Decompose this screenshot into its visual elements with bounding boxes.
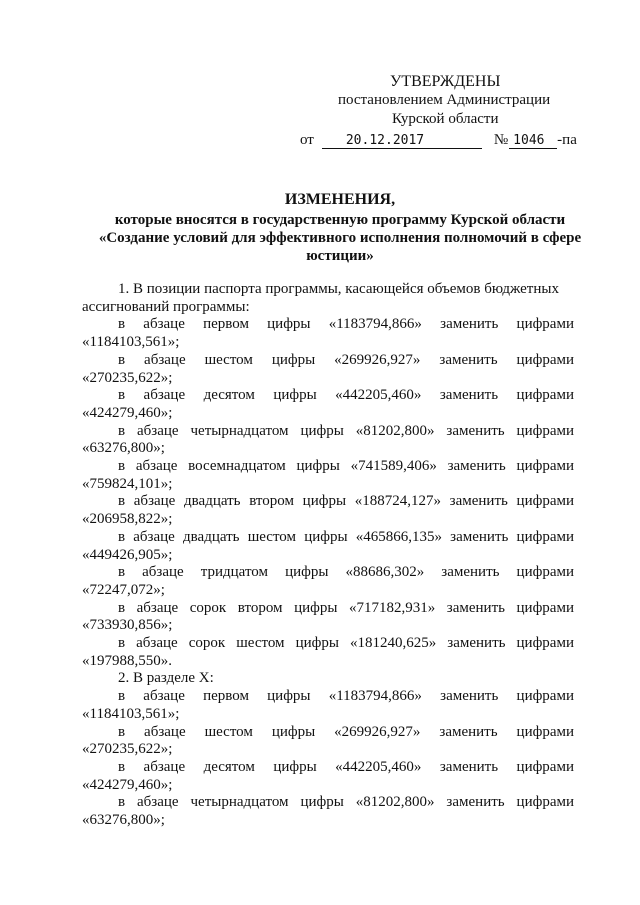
- section-2-item-tail: «63276,800»;: [82, 812, 165, 829]
- section-1-item-lead: в абзаце шестом цифры «269926,927» заменить цифрами: [118, 351, 574, 368]
- section-1-item-tail: «206958,822»;: [82, 511, 173, 528]
- approval-number: 1046: [509, 133, 557, 149]
- section-2-heading: 2. В разделе X:: [118, 670, 214, 687]
- section-1-heading-line-1: 1. В позиции паспорта программы, касающейся объемов бюджетных: [118, 281, 559, 297]
- section-2-item-tail: «270235,622»;: [82, 741, 173, 758]
- section-2-item-tail: «424279,460»;: [82, 776, 173, 793]
- from-label: от: [300, 132, 314, 148]
- approval-date-number-line: [300, 131, 590, 150]
- section-1-item-tail: «449426,905»;: [82, 546, 173, 563]
- approval-region: Курской области: [392, 111, 499, 127]
- approval-block: [300, 72, 590, 150]
- section-2-item-lead: в абзаце первом цифры «1183794,866» заменить цифрами: [118, 688, 574, 705]
- section-1-item-tail: «63276,800»;: [82, 440, 165, 457]
- section-1-item-tail: «197988,550».: [82, 652, 172, 669]
- section-1-item-lead: в абзаце тридцатом цифры «88686,302» заменить цифрами: [118, 564, 574, 581]
- document-title: [80, 191, 600, 265]
- approval-heading: УТВЕРЖДЕНЫ: [390, 73, 501, 90]
- section-1-item-lead: в абзаце сорок шестом цифры «181240,625» заменить цифрами: [118, 635, 574, 652]
- section-1-item-lead: в абзаце двадцать шестом цифры «465866,135» заменить цифрами: [118, 528, 574, 545]
- section-1-item-tail: «759824,101»;: [82, 475, 173, 492]
- approval-date: 20.12.2017: [322, 133, 482, 149]
- section-2-item-lead: в абзаце десятом цифры «442205,460» заменить цифрами: [118, 758, 574, 775]
- section-2-item-tail: «1184103,561»;: [82, 705, 180, 722]
- section-1-item-lead: в абзаце сорок втором цифры «717182,931» заменить цифрами: [118, 599, 574, 616]
- section-1-item-lead: в абзаце двадцать втором цифры «188724,127» заменить цифрами: [118, 493, 574, 510]
- section-1-item-tail: «1184103,561»;: [82, 334, 180, 351]
- document-body: [82, 281, 574, 830]
- section-1-item-tail: «270235,622»;: [82, 369, 173, 386]
- section-2-item-lead: в абзаце четырнадцатом цифры «81202,800» заменить цифрами: [118, 794, 574, 811]
- number-label: №: [493, 132, 509, 148]
- title-line-3: «Создание условий для эффективного исполнения полномочий в сфере: [98, 230, 582, 246]
- section-1-item-lead: в абзаце восемнадцатом цифры «741589,406» заменить цифрами: [118, 458, 574, 475]
- section-1-item-tail: «424279,460»;: [82, 404, 173, 421]
- section-1-heading-line-2: ассигнований программы:: [82, 298, 250, 315]
- approval-resolution: постановлением Администрации: [338, 92, 551, 108]
- section-1-item-lead: в абзаце первом цифры «1183794,866» заменить цифрами: [118, 316, 574, 333]
- section-1-item-lead: в абзаце десятом цифры «442205,460» заменить цифрами: [118, 387, 574, 404]
- section-1-item-tail: «72247,072»;: [82, 581, 165, 598]
- section-1-item-lead: в абзаце четырнадцатом цифры «81202,800» заменить цифрами: [118, 422, 574, 439]
- section-2-item-lead: в абзаце шестом цифры «269926,927» заменить цифрами: [118, 723, 574, 740]
- title-line-2: которые вносятся в государственную программу Курской области: [114, 212, 566, 228]
- title-line-1: ИЗМЕНЕНИЯ,: [284, 191, 396, 208]
- number-suffix: -па: [557, 132, 577, 148]
- title-line-4: юстиции»: [306, 248, 374, 264]
- section-1-item-tail: «733930,856»;: [82, 617, 173, 634]
